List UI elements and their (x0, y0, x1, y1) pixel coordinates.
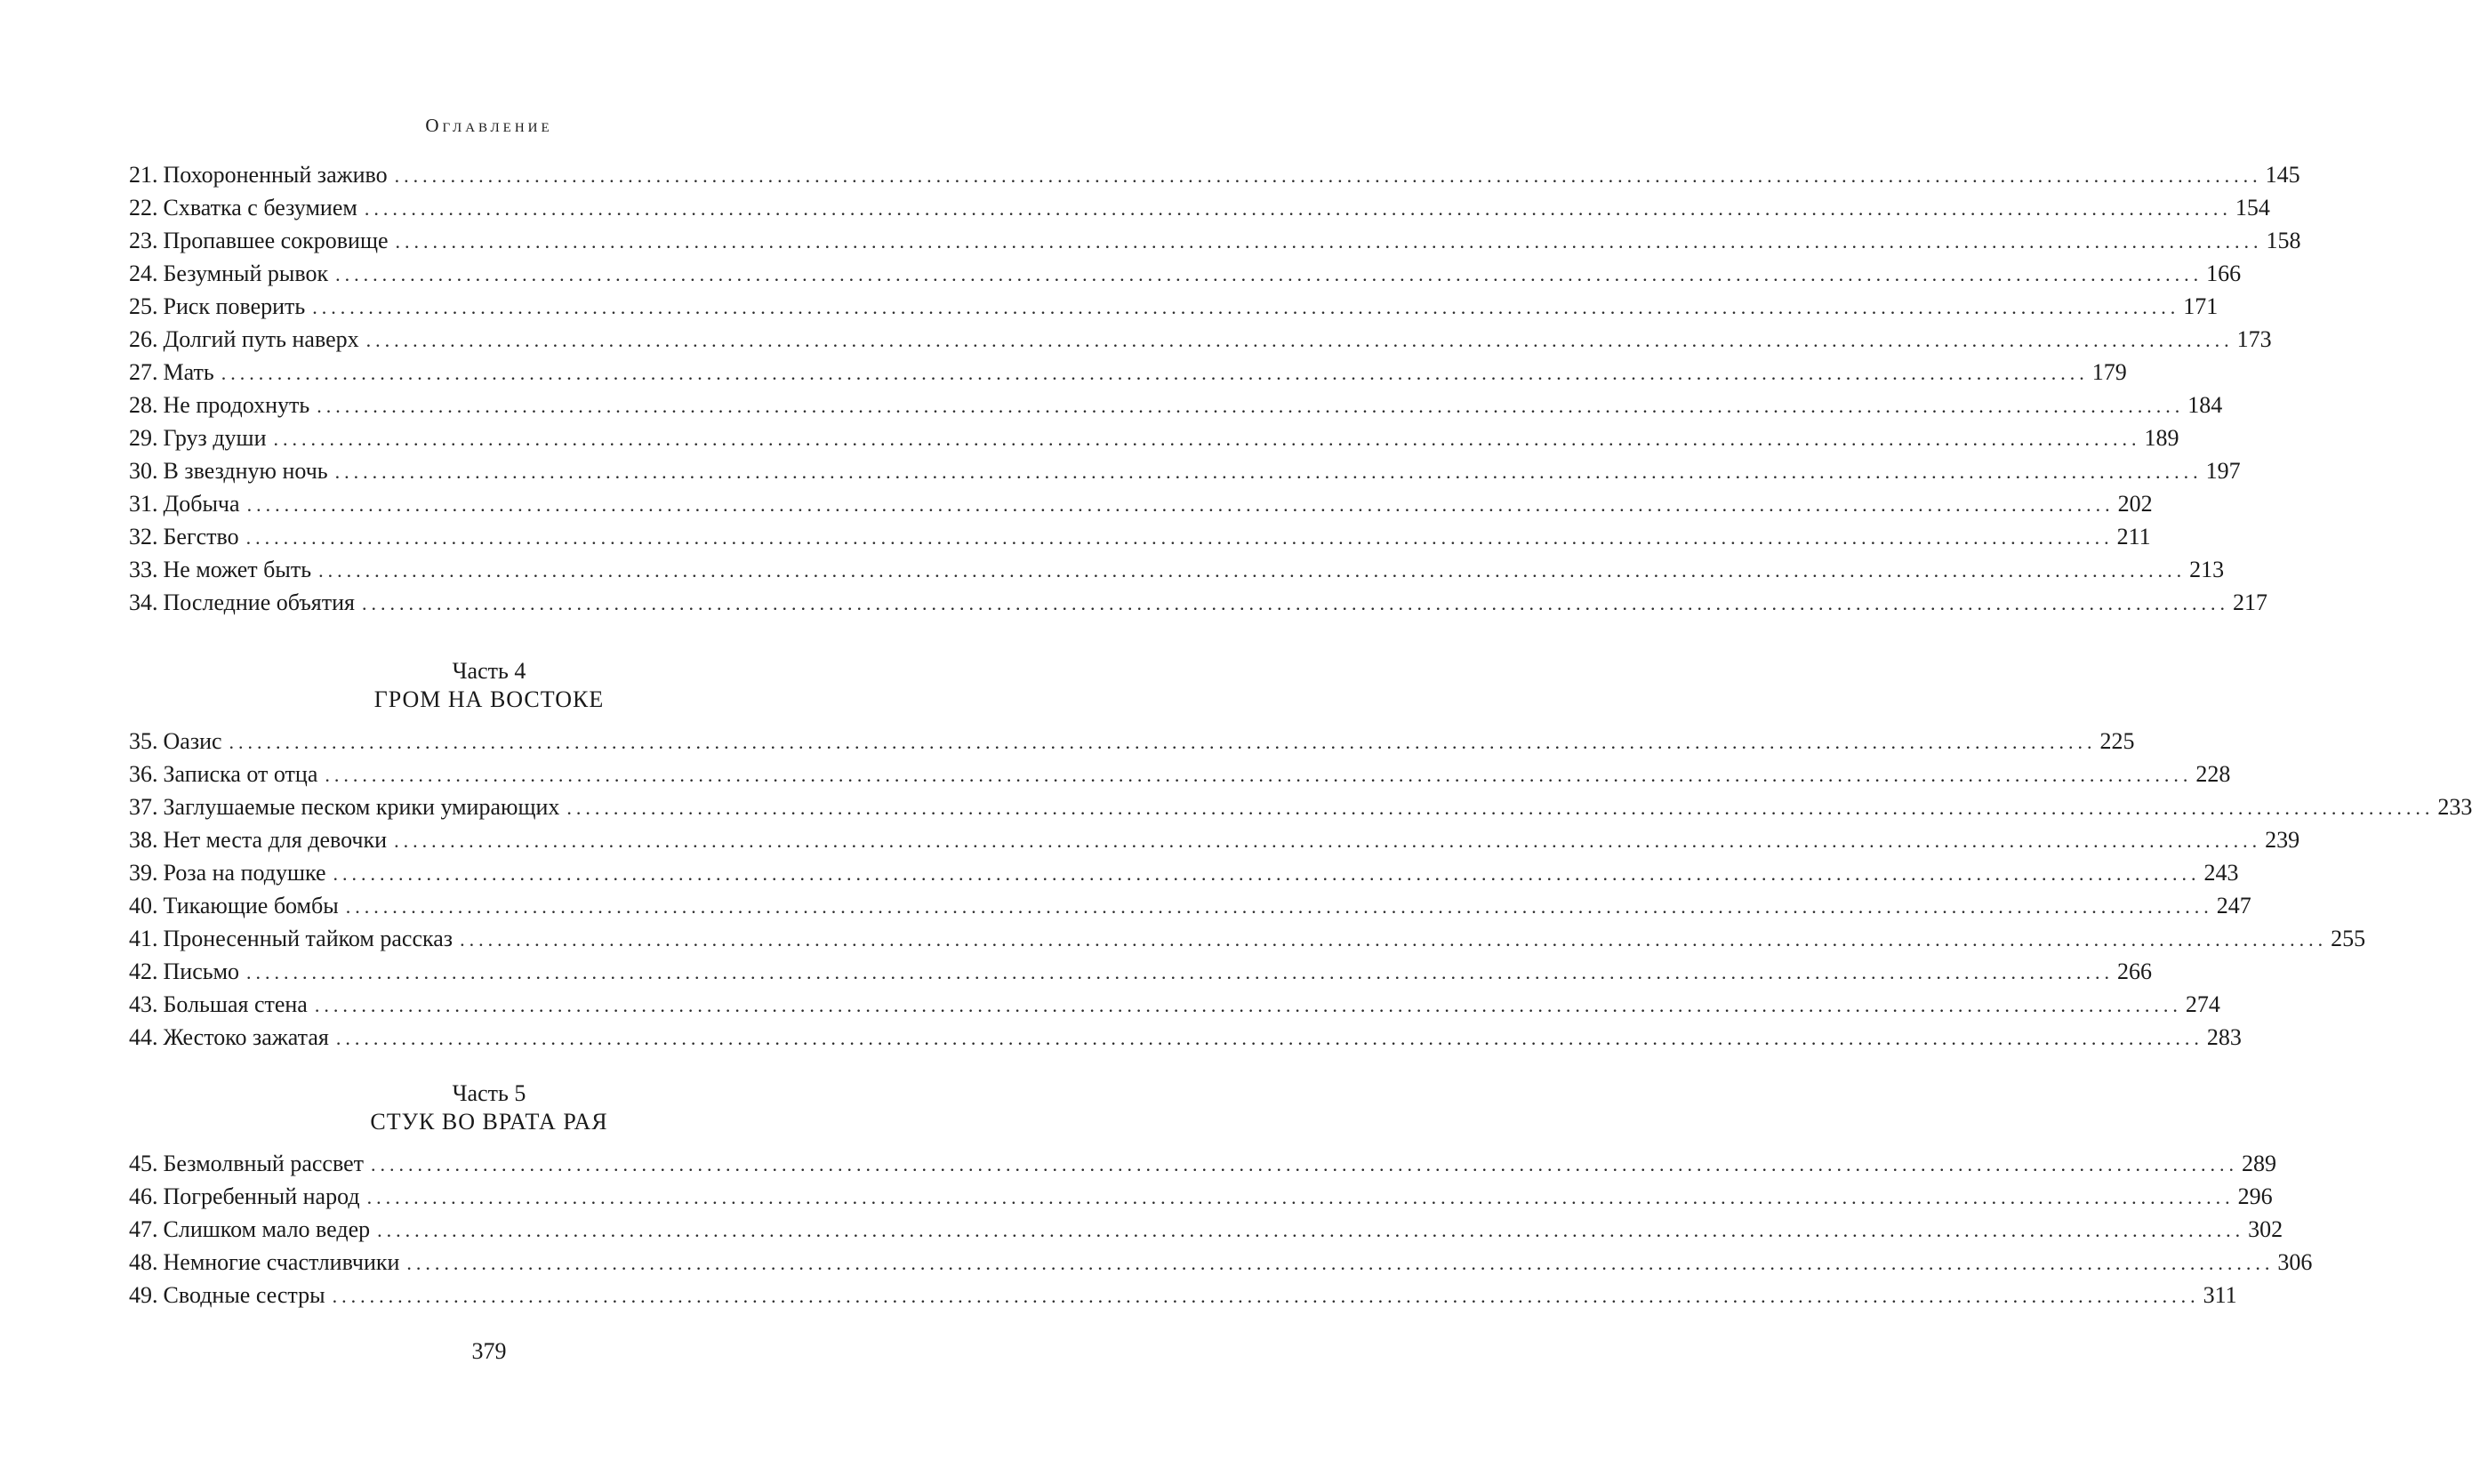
entry-title: Заглушаемые песком крики умирающих (163, 794, 560, 820)
toc-group-3 (129, 1147, 2313, 1312)
entry-title: Слишком мало ведер (163, 1216, 371, 1242)
entry-title: Долгий путь наверх (163, 326, 359, 352)
entry-title: Нет места для девочки (163, 827, 388, 853)
entry-number: 24. (129, 261, 158, 286)
entry-title: Записка от отца (163, 761, 318, 787)
entry-title: Последние объятия (163, 590, 355, 615)
leader-dots: ........................................................................................................................................................................................................ (566, 797, 2435, 819)
entry-title: Пронесенный тайком рассказ (163, 926, 453, 951)
entry-number: 47. (129, 1216, 158, 1242)
entry-number: 38. (129, 827, 158, 853)
entry-number: 45. (129, 1151, 158, 1176)
entry-title: Безмолвный рассвет (163, 1151, 364, 1176)
entry-title: Мать (163, 359, 214, 385)
entry-number: 49. (129, 1282, 158, 1308)
toc-entry[interactable] (129, 158, 2300, 191)
entry-page: 217 (2232, 590, 2267, 615)
leader-dots: ........................................................................................................................................................................................................ (273, 428, 2141, 450)
entry-page: 145 (2265, 162, 2300, 188)
leader-dots: ........................................................................................................................................................................................................ (361, 592, 2229, 614)
entry-number: 42. (129, 959, 158, 984)
leader-dots: ........................................................................................................................................................................................................ (333, 862, 2201, 885)
toc-entry[interactable] (129, 586, 2267, 619)
leader-dots: ........................................................................................................................................................................................................ (377, 1219, 2245, 1241)
entry-title: Похороненный заживо (163, 162, 388, 188)
leader-dots: ........................................................................................................................................................................................................ (394, 830, 2262, 852)
toc-entry[interactable] (129, 1279, 2237, 1312)
toc-group-1 (129, 158, 2301, 619)
entry-number: 33. (129, 557, 158, 582)
entry-page: 247 (2216, 893, 2251, 918)
leader-dots: ........................................................................................................................................................................................................ (395, 230, 2263, 253)
leader-dots: ........................................................................................................................................................................................................ (406, 1252, 2275, 1274)
leader-dots: ........................................................................................................................................................................................................ (318, 559, 2187, 582)
entry-number: 39. (129, 860, 158, 886)
entry-page: 158 (2266, 228, 2301, 253)
entry-page: 166 (2206, 261, 2242, 286)
entry-number: 23. (129, 228, 158, 253)
entry-number: 25. (129, 293, 158, 319)
entry-page: 197 (2205, 458, 2241, 484)
entry-title: Схватка с безумием (163, 195, 357, 221)
toc-entry[interactable] (129, 421, 2179, 454)
entry-page: 228 (2195, 761, 2231, 787)
entry-page: 213 (2189, 557, 2225, 582)
entry-title: Бегство (163, 524, 239, 549)
entry-title: Роза на подушке (163, 860, 326, 886)
toc-entry[interactable] (129, 1021, 2242, 1054)
entry-page: 274 (2185, 991, 2220, 1017)
entry-number: 43. (129, 991, 158, 1017)
entry-page: 302 (2248, 1216, 2283, 1242)
toc-entry[interactable] (129, 487, 2153, 520)
toc-entry[interactable] (129, 823, 2300, 856)
toc-group-2 (129, 725, 2472, 1054)
page-number: 379 (471, 1338, 507, 1364)
leader-dots: ........................................................................................................................................................................................................ (325, 764, 2193, 786)
leader-dots: ........................................................................................................................................................................................................ (229, 731, 2097, 753)
leader-dots: ........................................................................................................................................................................................................ (334, 461, 2203, 483)
entry-number: 31. (129, 491, 158, 517)
entry-page: 211 (2116, 524, 2151, 549)
leader-dots: ........................................................................................................................................................................................................ (394, 164, 2262, 187)
leader-dots: ........................................................................................................................................................................................................ (246, 961, 2115, 983)
entry-page: 184 (2187, 392, 2223, 418)
entry-number: 29. (129, 425, 158, 451)
entry-number: 48. (129, 1249, 158, 1275)
entry-number: 32. (129, 524, 158, 549)
leader-dots: ........................................................................................................................................................................................................ (317, 395, 2185, 417)
leader-dots: ........................................................................................................................................................................................................ (371, 1153, 2238, 1175)
leader-dots: ........................................................................................................................................................................................................ (335, 1027, 2203, 1049)
entry-title: Погребенный народ (163, 1183, 360, 1209)
running-head: Оглавление (425, 115, 553, 136)
entry-number: 28. (129, 392, 158, 418)
toc-entry[interactable] (129, 1147, 2276, 1180)
part-5-label: Часть 5 (452, 1080, 526, 1106)
leader-dots: ........................................................................................................................................................................................................ (364, 197, 2232, 220)
entry-number: 40. (129, 893, 158, 918)
toc-entry[interactable] (129, 191, 2270, 224)
toc-entry[interactable] (129, 725, 2135, 758)
entry-title: Немногие счастливчики (163, 1249, 400, 1275)
entry-number: 22. (129, 195, 158, 221)
entry-title: Не продохнуть (163, 392, 310, 418)
entry-title: Тикающие бомбы (163, 893, 339, 918)
entry-title: Сводные сестры (163, 1282, 325, 1308)
toc-entry[interactable] (129, 389, 2223, 421)
entry-page: 266 (2117, 959, 2153, 984)
toc-entry[interactable] (129, 889, 2251, 922)
toc-entry[interactable] (129, 1246, 2313, 1279)
entry-number: 44. (129, 1024, 158, 1050)
entry-page: 239 (2265, 827, 2300, 853)
entry-title: Добыча (163, 491, 240, 517)
entry-page: 173 (2236, 326, 2272, 352)
entry-number: 34. (129, 590, 158, 615)
leader-dots: ........................................................................................................................................................................................................ (314, 994, 2182, 1016)
entry-title: Не может быть (163, 557, 312, 582)
leader-dots: ........................................................................................................................................................................................................ (365, 329, 2234, 351)
entry-page: 189 (2144, 425, 2179, 451)
entry-number: 26. (129, 326, 158, 352)
leader-dots: ........................................................................................................................................................................................................ (245, 526, 2114, 549)
toc-entry[interactable] (129, 290, 2219, 323)
entry-page: 171 (2183, 293, 2219, 319)
part-5-title: СТУК ВО ВРАТА РАЯ (370, 1109, 608, 1135)
toc-entry[interactable] (129, 922, 2366, 955)
entry-title: Большая стена (163, 991, 308, 1017)
entry-title: Груз души (163, 425, 267, 451)
entry-page: 296 (2237, 1183, 2273, 1209)
entry-title: В звездную ночь (163, 458, 328, 484)
leader-dots: ........................................................................................................................................................................................................ (332, 1285, 2200, 1307)
toc-entry[interactable] (129, 323, 2272, 356)
leader-dots: ........................................................................................................................................................................................................ (366, 1186, 2235, 1208)
entry-number: 21. (129, 162, 158, 188)
toc-entry[interactable] (129, 520, 2151, 553)
toc-entry[interactable] (129, 988, 2220, 1021)
entry-number: 37. (129, 794, 158, 820)
leader-dots: ........................................................................................................................................................................................................ (335, 263, 2203, 285)
leader-dots: ........................................................................................................................................................................................................ (312, 296, 2180, 318)
entry-page: 311 (2203, 1282, 2237, 1308)
entry-title: Жестоко зажатая (163, 1024, 329, 1050)
entry-number: 27. (129, 359, 158, 385)
leader-dots: ........................................................................................................................................................................................................ (246, 493, 2115, 516)
toc-entry[interactable] (129, 257, 2242, 290)
entry-title: Безумный рывок (163, 261, 329, 286)
entry-title: Оазис (163, 728, 222, 754)
leader-dots: ........................................................................................................................................................................................................ (460, 928, 2328, 951)
toc-entry[interactable] (129, 955, 2153, 988)
entry-title: Пропавшее сокровище (163, 228, 389, 253)
toc-entry[interactable] (129, 553, 2225, 586)
entry-page: 202 (2117, 491, 2153, 517)
entry-number: 30. (129, 458, 158, 484)
toc-entry[interactable] (129, 454, 2241, 487)
entry-page: 306 (2277, 1249, 2313, 1275)
entry-number: 46. (129, 1183, 158, 1209)
entry-page: 243 (2203, 860, 2239, 886)
entry-title: Риск поверить (163, 293, 306, 319)
toc-entry[interactable] (129, 356, 2127, 389)
entry-page: 233 (2437, 794, 2472, 820)
toc-entry[interactable] (129, 758, 2231, 790)
entry-page: 289 (2242, 1151, 2276, 1176)
entry-page: 179 (2091, 359, 2127, 385)
entry-number: 36. (129, 761, 158, 787)
toc-entry[interactable] (129, 1180, 2273, 1213)
entry-number: 35. (129, 728, 158, 754)
toc-entry[interactable] (129, 790, 2472, 823)
leader-dots: ........................................................................................................................................................................................................ (221, 362, 2089, 384)
entry-page: 255 (2331, 926, 2366, 951)
toc-entry[interactable] (129, 856, 2239, 889)
toc-entry[interactable] (129, 1213, 2283, 1246)
entry-page: 154 (2235, 195, 2270, 221)
entry-page: 225 (2099, 728, 2135, 754)
part-4-title: ГРОМ НА ВОСТОКЕ (373, 686, 605, 712)
toc-entry[interactable] (129, 224, 2301, 257)
leader-dots: ........................................................................................................................................................................................................ (345, 895, 2213, 918)
entry-title: Письмо (163, 959, 240, 984)
part-4-label: Часть 4 (452, 658, 526, 684)
entry-number: 41. (129, 926, 158, 951)
entry-page: 283 (2206, 1024, 2242, 1050)
